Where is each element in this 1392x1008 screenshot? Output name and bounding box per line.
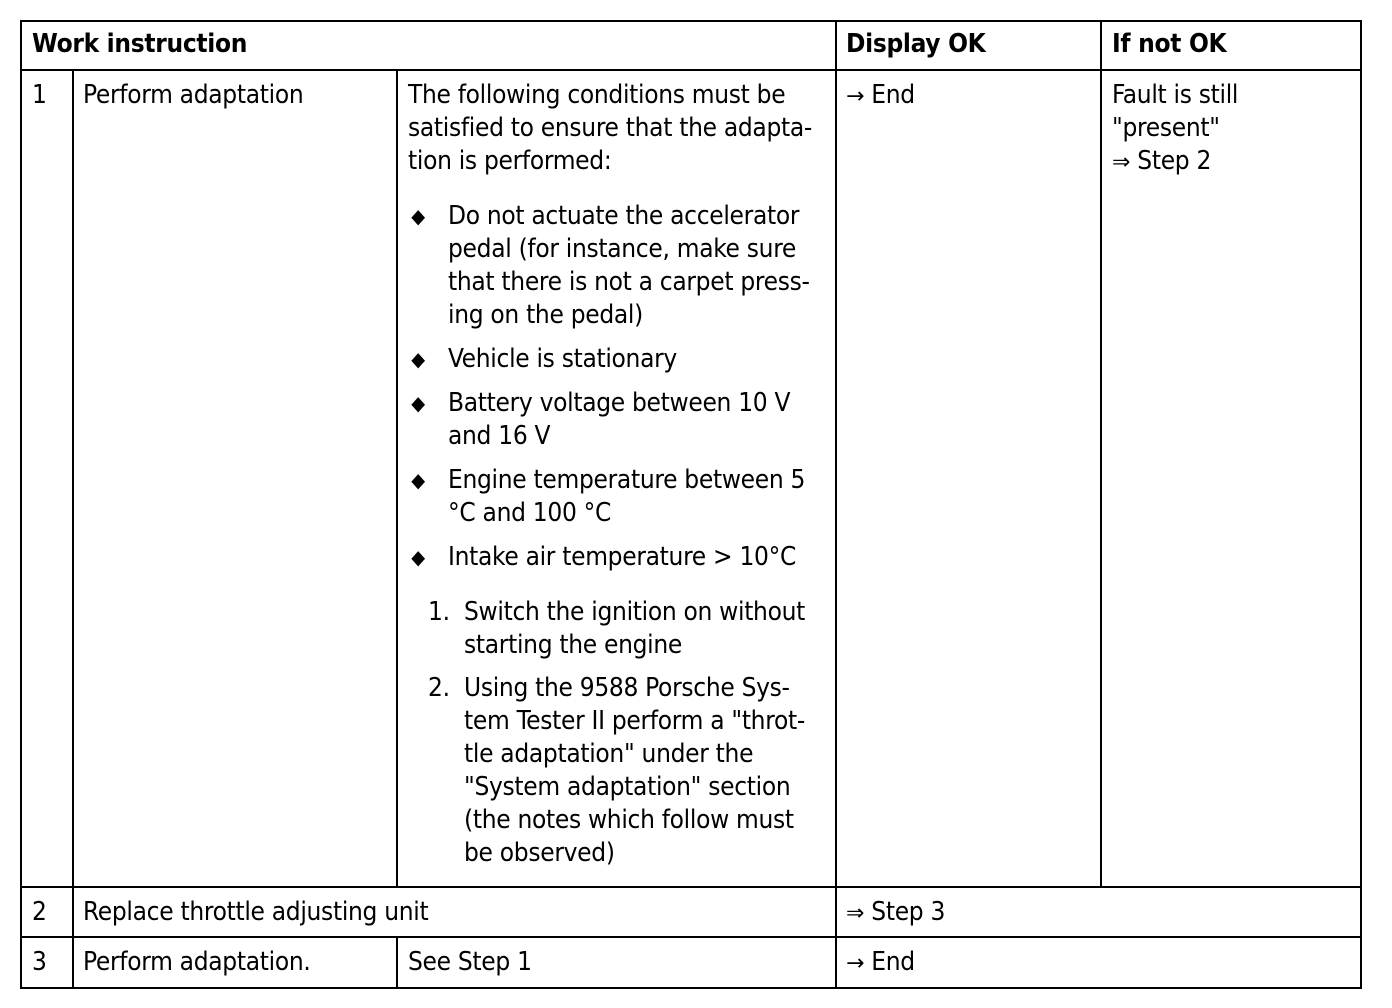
row-1-details	[408, 79, 826, 880]
row-1-display-ok: → End	[846, 80, 915, 110]
double-right-arrow-icon: ⇒	[1112, 150, 1131, 175]
condition-item: ◆ Do not actuate the accelerator pedal (for instance, make sure that there is not a carpet press-ing on the pedal)	[408, 200, 826, 332]
right-arrow-icon: →	[846, 951, 865, 976]
row-2-number: 2	[32, 897, 47, 927]
work-instruction-table	[20, 20, 1362, 989]
header-display-ok: Display OK	[846, 29, 986, 59]
procedure-step: 2. Using the 9588 Porsche Sys-tem Tester II perform a "throt-tle adaptation" under the "System adaptation" section (the notes which follow must be observed)	[428, 673, 805, 868]
diamond-bullet-icon: ◆	[411, 468, 425, 492]
diamond-bullet-icon: ◆	[411, 204, 425, 228]
diamond-bullet-icon: ◆	[411, 347, 425, 371]
row-3-number: 3	[32, 947, 47, 977]
diamond-bullet-icon: ◆	[411, 545, 425, 569]
condition-item: ◆ Vehicle is stationary	[408, 343, 826, 376]
row-1-intro: The following conditions must be satisfied to ensure that the adapta- tion is performed:	[408, 80, 813, 176]
procedure-step: 1. Switch the ignition on without starting the engine	[428, 597, 805, 660]
condition-item: ◆ Intake air temperature > 10°C	[408, 541, 826, 574]
condition-item: ◆ Engine temperature between 5 °C and 100 °C	[408, 464, 826, 530]
row-2-display-ok: ⇒ Step 3	[846, 897, 946, 927]
header-work-instruction: Work instruction	[32, 29, 248, 59]
row-3-display-ok: → End	[846, 947, 915, 977]
right-arrow-icon: →	[846, 84, 865, 109]
row-2-action: Replace throttle adjusting unit	[83, 897, 429, 927]
double-right-arrow-icon: ⇒	[846, 901, 865, 926]
row-1-action: Perform adaptation	[83, 80, 304, 110]
condition-item: ◆ Battery voltage between 10 V and 16 V	[408, 387, 826, 453]
diamond-bullet-icon: ◆	[411, 391, 425, 415]
row-3-action: Perform adaptation.	[83, 947, 311, 977]
procedure-steps	[408, 596, 826, 870]
condition-list	[408, 200, 826, 574]
row-1-number: 1	[32, 80, 47, 110]
header-if-not-ok: If not OK	[1112, 29, 1227, 59]
row-1-if-not-ok: Fault is still "present" ⇒ Step 2	[1112, 80, 1239, 176]
row-3-detail: See Step 1	[408, 947, 532, 977]
